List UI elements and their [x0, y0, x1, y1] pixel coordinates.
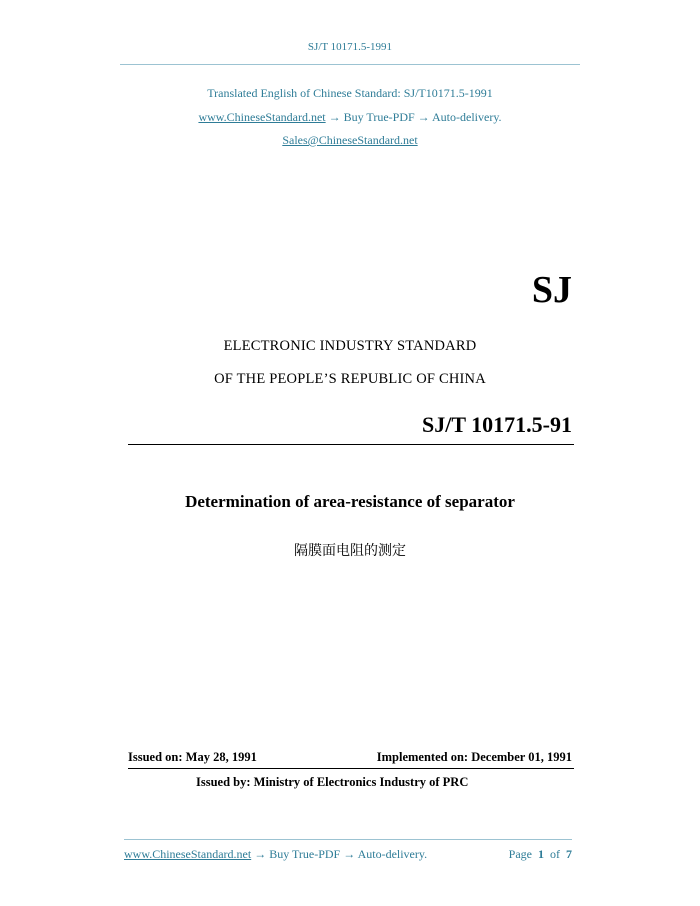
page-total: 7 [566, 847, 572, 861]
document-title: Determination of area-resistance of separator [185, 492, 515, 511]
sales-email-link[interactable]: Sales@ChineseStandard.net [282, 133, 418, 147]
issue-divider [128, 768, 574, 769]
page-indicator [509, 847, 572, 862]
issued-by: Issued by: Ministry of Electronics Industry of PRC [196, 775, 469, 789]
footer-buy-line [124, 847, 427, 862]
buy-text: → Buy True-PDF → Auto-delivery. [325, 110, 502, 124]
issued-on-date: Issued on: May 28, 1991 [128, 750, 257, 764]
translated-notice: Translated English of Chinese Standard: SJ/T10171.5-1991 [207, 86, 493, 100]
page-label: Page [508, 847, 532, 861]
footer-divider [124, 839, 572, 840]
implemented-on-date: Implemented on: December 01, 1991 [376, 750, 572, 764]
running-header: SJ/T 10171.5-1991 [307, 41, 393, 53]
buy-line [0, 110, 700, 125]
site-link[interactable]: www.ChineseStandard.net [198, 110, 326, 124]
header-divider [120, 64, 580, 65]
page-of: of [550, 847, 560, 861]
sj-logo: SJ [531, 269, 572, 311]
standard-number: SJ/T 10171.5-91 [422, 412, 572, 437]
standard-type-line2: OF THE PEOPLE’S REPUBLIC OF CHINA [214, 371, 486, 387]
document-title-chinese: 隔膜面电阻的测定 [294, 543, 406, 559]
standard-type-line1: ELECTRONIC INDUSTRY STANDARD [223, 338, 477, 354]
footer-buy-text: → Buy True-PDF → Auto-delivery. [251, 847, 428, 861]
footer-site-link[interactable]: www.ChineseStandard.net [124, 847, 252, 861]
standard-number-divider [128, 444, 574, 445]
sales-line [0, 133, 700, 148]
page-current: 1 [538, 847, 544, 861]
